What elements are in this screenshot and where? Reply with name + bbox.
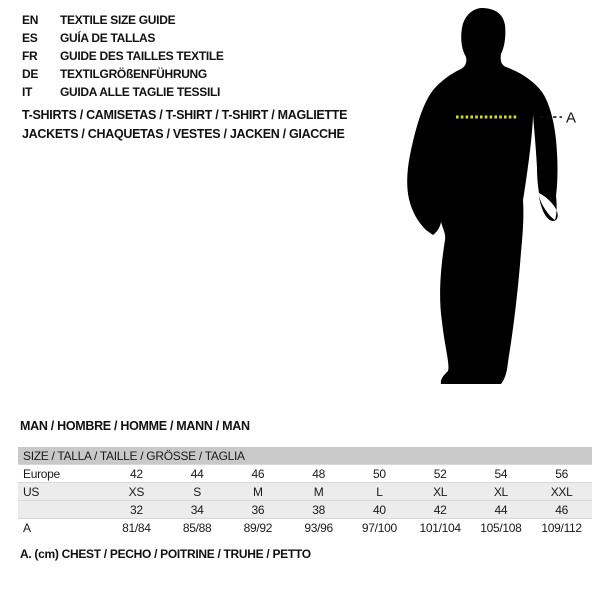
size-cell: 42 (433, 502, 447, 517)
size-cell: 46 (555, 502, 568, 517)
lang-text: TEXTILGRÖßENFÜHRUNG (60, 67, 207, 81)
size-cell: XXL (550, 484, 573, 499)
man-silhouette-figure (400, 0, 600, 392)
lang-text: GUIDA ALLE TAGLIE TESSILI (60, 85, 221, 99)
size-cell: 97/100 (361, 520, 397, 535)
size-cell: 44 (190, 466, 204, 481)
table-row-chest-a (18, 518, 592, 536)
size-cell: 48 (312, 466, 325, 481)
size-cell: 109/112 (541, 520, 582, 535)
section-title: MAN / HOMBRE / HOMME / MANN / MAN (20, 419, 250, 433)
size-cell: 54 (494, 466, 508, 481)
lang-code: DE (22, 67, 39, 81)
size-cell: XS (128, 484, 145, 499)
lang-text: GUIDE DES TAILLES TEXTILE (60, 49, 224, 63)
size-cell: 44 (494, 502, 508, 517)
size-cell: M (313, 484, 324, 499)
table-row-europe (18, 464, 592, 482)
lang-code: ES (22, 31, 38, 45)
size-cell: 34 (190, 502, 204, 517)
size-table (18, 447, 592, 536)
man-silhouette (400, 0, 600, 392)
category-tshirts: T-SHIRTS / CAMISETAS / T-SHIRT / T-SHIRT / MAGLIETTE (22, 108, 348, 122)
size-cell: 56 (555, 466, 568, 481)
man-silhouette-shape (407, 8, 557, 384)
lang-code: IT (22, 85, 33, 99)
lang-row-en (22, 11, 224, 29)
lang-row-es (22, 29, 224, 47)
measure-footnote: A. (cm) CHEST / PECHO / POITRINE / TRUHE / PETTO (20, 547, 311, 561)
size-cell: 46 (251, 466, 265, 481)
lang-row-it (22, 83, 224, 101)
language-list (22, 11, 224, 101)
size-cell: XL (433, 484, 448, 499)
size-table-header: SIZE / TALLA / TAILLE / GRÖSSE / TAGLIA (18, 447, 592, 464)
lang-row-de (22, 65, 224, 83)
size-cell: 93/96 (304, 520, 333, 535)
size-cell: 32 (130, 502, 143, 517)
lang-text: GUÍA DE TALLAS (60, 31, 156, 45)
size-cell: L (376, 484, 383, 499)
size-cell: M (253, 484, 263, 499)
size-cell: 105/108 (480, 520, 522, 535)
lang-code: FR (22, 49, 38, 63)
size-cell: 85/88 (182, 520, 212, 535)
lang-text: TEXTILE SIZE GUIDE (60, 13, 176, 27)
category-jackets: JACKETS / CHAQUETAS / VESTES / JACKEN / GIACCHE (22, 126, 345, 141)
row-label: US (23, 484, 40, 499)
lang-row-fr (22, 47, 224, 65)
table-row-numeric (18, 500, 592, 518)
size-cell: 38 (312, 502, 325, 517)
row-label: A (23, 520, 31, 535)
size-cell: 89/92 (243, 520, 273, 535)
measure-label-a: A (566, 109, 577, 127)
size-cell: 36 (251, 502, 265, 517)
size-cell: 40 (373, 502, 386, 517)
row-label: Europe (23, 466, 60, 481)
size-cell: 52 (433, 466, 447, 481)
size-cell: S (193, 484, 201, 499)
size-cell: 101/104 (419, 520, 461, 535)
table-row-us (18, 482, 592, 500)
garment-categories (22, 108, 347, 145)
size-cell: 42 (130, 466, 143, 481)
size-cell: 81/84 (122, 520, 151, 535)
lang-code: EN (22, 13, 39, 27)
size-cell: 50 (373, 466, 386, 481)
size-cell: XL (493, 484, 508, 499)
